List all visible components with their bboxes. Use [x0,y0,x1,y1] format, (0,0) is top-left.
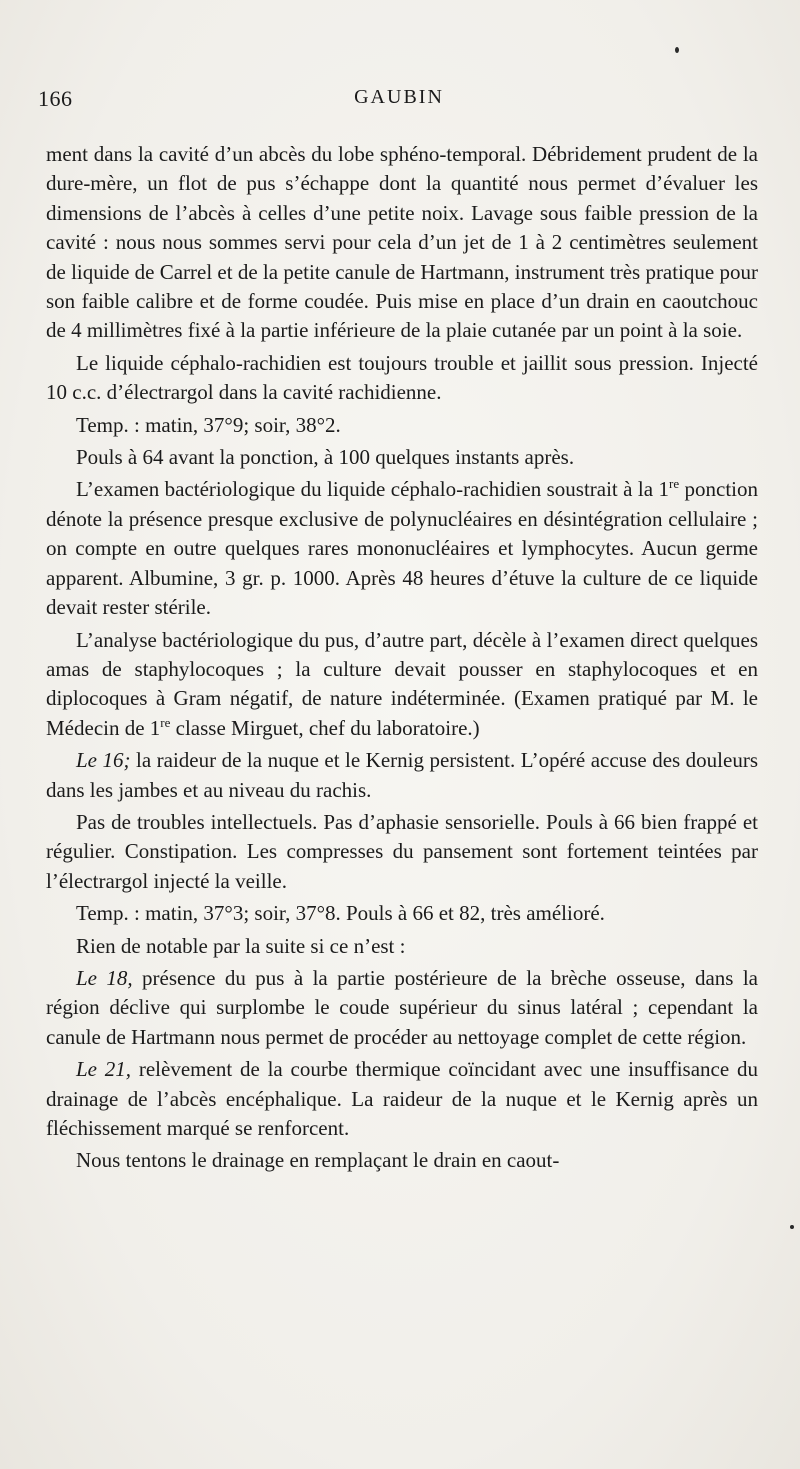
running-head: GAUBIN [354,86,444,108]
paragraph: Pouls à 64 avant la ponction, à 100 quelques instants après. [76,445,575,470]
page-number: 166 [38,86,73,111]
paragraph: Le 21, relèvement de la courbe thermique coïncidant avec une insuffisance du drainage de l’abcès encéphalique. La raideur de la nuque et le Kernig après un fléchissement marqué se renforcent. [46,1057,758,1140]
paragraph: Temp. : matin, 37°3; soir, 37°8. Pouls à 66 et 82, très amélioré. [76,901,605,926]
paragraph: Le 18, présence du pus à la partie postérieure de la brèche osseuse, dans la région déclive qui surplombe le coude supérieur du sinus latéral ; cependant la canule de Hartmann nous permet de procéder au nettoyage complet de cette région. [46,965,759,1049]
paragraph: Le 16; la raideur de la nuque et le Kernig persistent. L’opéré accuse des douleurs dans les jambes et au niveau du rachis. [46,748,758,802]
paragraph: Temp. : matin, 37°9; soir, 38°2. [76,412,341,437]
paragraph: Pas de troubles intellectuels. Pas d’aphasie sensorielle. Pouls à 66 bien frappé et régulier. Constipation. Les compresses du pansement sont fortement teintées par l’électrargol injecté la veille. [46,809,758,893]
scan-speck [790,1225,794,1229]
page-header [38,86,760,116]
date-label: Le 18, [76,965,133,990]
paragraph: ment dans la cavité d’un abcès du lobe sphéno-temporal. Débridement prudent de la dure-mère, un flot de pus s’échappe dont la quantité nous permet d’évaluer les dimensions de l’abcès à celles d’une petite noix. Lavage sous faible pression de la cavité : nous nous sommes servi pour cela d’un jet de 1 à 2 centimètres seulement de liquide de Carrel et de la petite canule de Hartmann, instrument très pratique pour son faible calibre et de forme coudée. Puis mise en place d’un drain en caoutchouc de 4 millimètres fixé à la partie inférieure de la plaie cutanée par un point à la soie. [46,142,758,343]
paragraph: Le liquide céphalo-rachidien est toujours trouble et jaillit sous pression. Injecté 10 c.c. d’électrargol dans la cavité rachidienne. [46,350,758,405]
paragraph: Nous tentons le drainage en remplaçant le drain en caout- [76,1148,560,1173]
scan-speck [675,47,679,53]
paragraph: L’examen bactériologique du liquide céphalo-rachidien soustrait à la 1re ponction dénote la présence presque exclusive de polynucléaires en désintégration cellulaire ; on compte en outre quelques rares mononucléaires et lymphocytes. Aucun germe apparent. Albumine, 3 gr. p. 1000. Après 48 heures d’étuve la culture de ce liquide devait rester stérile. [46,476,758,620]
paragraph: L’analyse bactériologique du pus, d’autre part, décèle à l’examen direct quelques amas de staphylocoques ; la culture devait pousser en staphylocoques et en diplocoques à Gram négatif, de nature indéterminée. (Examen pratiqué par M. le Médecin de 1re classe Mirguet, chef du laboratoire.) [46,627,758,740]
body-text [46,140,758,1179]
date-label: Le 16; [76,748,131,773]
paragraph: Rien de notable par la suite si ce n’est : [76,933,406,958]
date-label: Le 21, [76,1057,132,1082]
